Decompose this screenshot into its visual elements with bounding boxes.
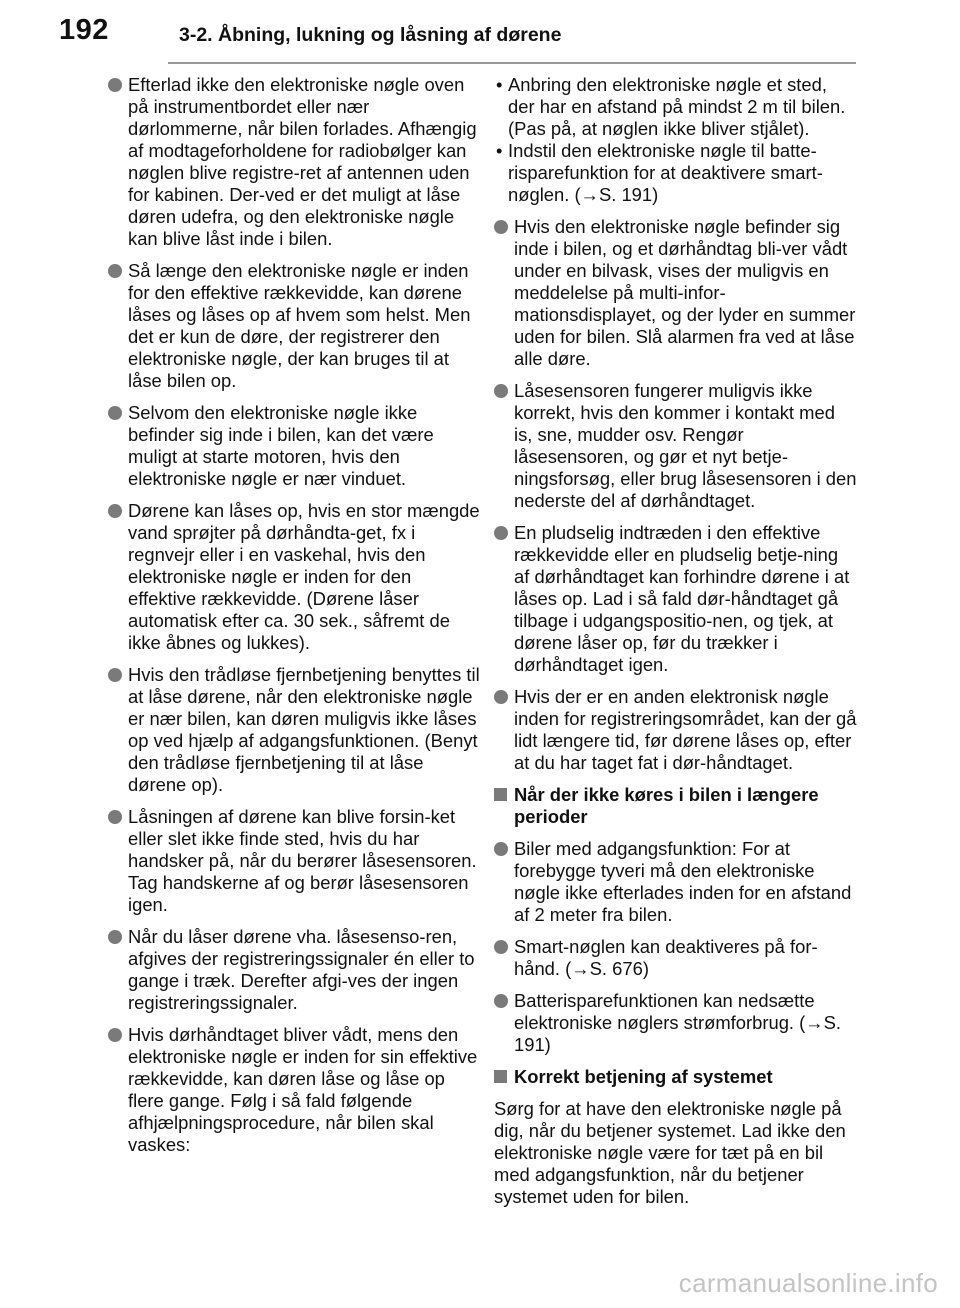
header-divider bbox=[168, 62, 856, 64]
watermark: carmanualsonline.info bbox=[678, 1268, 938, 1298]
bullet-icon bbox=[108, 264, 122, 278]
list-item bbox=[494, 990, 858, 1056]
list-item-text: Biler med adgangsfunktion: For at forebygge tyveri må den elektroniske nøgle ikke efterlades inden for en afstand af 2 meter fra bilen. bbox=[514, 838, 852, 925]
bullet-icon bbox=[494, 690, 508, 704]
list-item-text: Dørene kan låses op, hvis en stor mængde vand sprøjter på dørhåndta-get, fx i regnvejr eller i en vaskehal, hvis den elektroniske nøgle er inden for den effektive rækkevidde. (Dørene låser automatisk efter ca. 30 sek., såfremt de ikke åbnes og lukkes). bbox=[128, 500, 480, 653]
list-item bbox=[108, 500, 480, 654]
list-item-text: Når du låser dørene vha. låsesenso-ren, afgives der registreringssignaler én eller to gange i træk. Derefter afgi-ves der ingen registreringssignaler. bbox=[128, 926, 475, 1013]
list-item bbox=[494, 936, 858, 980]
list-item bbox=[108, 664, 480, 796]
dash-list-item bbox=[494, 74, 858, 140]
list-item bbox=[108, 74, 480, 250]
square-bullet-icon bbox=[494, 1070, 507, 1083]
list-item-text: Hvis dørhåndtaget bliver vådt, mens den elektroniske nøgle er inden for sin effektive rækkevidde, kan døren låse og låse op flere gange. Følg i så fald følgende afhjælpningsprocedure, når bilen skal vaskes: bbox=[128, 1024, 478, 1155]
page-header bbox=[0, 0, 960, 72]
bullet-icon bbox=[494, 220, 508, 234]
list-item bbox=[108, 806, 480, 916]
section-heading-text: Korrekt betjening af systemet bbox=[514, 1066, 773, 1087]
dash-item-text: Indstil den elektroniske nøgle til batte-risparefunktion for at deaktivere smart-nøglen. (→S. 191) bbox=[508, 140, 823, 205]
list-item-text: Låsesensoren fungerer muligvis ikke korrekt, hvis den kommer i kontakt med is, sne, mudder osv. Rengør låsesensoren, og gør et nyt betje-ningsforsøg, eller brug låsesensoren i den nederste del af dørhåndtaget. bbox=[514, 380, 857, 511]
bullet-icon bbox=[494, 994, 508, 1008]
dash-bullet-icon: • bbox=[496, 140, 503, 161]
square-bullet-icon bbox=[494, 788, 507, 801]
list-item bbox=[108, 926, 480, 1014]
list-item-text: En pludselig indtræden i den effektive rækkevidde eller en pludselig betje-ning af dørhåndtaget kan forhindre dørene i at låses op. Lad i så fald dør-håndtaget gå tilbage i udgangspositio-nen, og tjek, at dørene låser op, før du trækker i dørhåndtaget igen. bbox=[514, 522, 850, 675]
section-heading bbox=[494, 784, 858, 828]
left-column bbox=[108, 74, 480, 1166]
body-paragraph: Sørg for at have den elektroniske nøgle på dig, når du betjener systemet. Lad ikke den elektroniske nøgle være for tæt på en bil med adgangsfunktion, når du betjener systemet uden for bilen. bbox=[494, 1098, 846, 1207]
bullet-icon bbox=[108, 1028, 122, 1042]
dash-bullet-icon: • bbox=[496, 74, 503, 95]
section-heading bbox=[494, 1066, 858, 1088]
list-item-text: Efterlad ikke den elektroniske nøgle oven på instrumentbordet eller nær dørlommerne, når bilen forlades. Afhængig af modtageforholdene for radiobølger kan nøglen blive registre-ret af antennen uden for kabinen. Der-ved er det muligt at låse døren udefra, og den elektroniske nøgle kan blive låst inde i bilen. bbox=[128, 74, 477, 249]
section-heading-text: Når der ikke køres i bilen i længere perioder bbox=[514, 784, 819, 827]
bullet-icon bbox=[108, 810, 122, 824]
dash-list-item bbox=[494, 140, 858, 206]
bullet-icon bbox=[108, 504, 122, 518]
bullet-icon bbox=[108, 406, 122, 420]
bullet-icon bbox=[108, 930, 122, 944]
list-item-text: Hvis den trådløse fjernbetjening benyttes til at låse dørene, når den elektroniske nøgle er nær bilen, kan døren muligvis ikke låses op ved hjælp af adgangsfunktionen. (Benyt den trådløse fjernbetjening til at låse dørene op). bbox=[128, 664, 480, 795]
page-number: 192 bbox=[59, 14, 109, 46]
list-item bbox=[108, 1024, 480, 1156]
list-item bbox=[494, 380, 858, 512]
list-item-text: Batterisparefunktionen kan nedsætte elektroniske nøglers strømforbrug. (→S. 191) bbox=[514, 990, 842, 1055]
list-item-text: Låsningen af dørene kan blive forsin-ket eller slet ikke finde sted, hvis du har handsker på, når du berører låsesensoren. Tag handskerne af og berør låsesensoren igen. bbox=[128, 806, 477, 915]
list-item bbox=[108, 402, 480, 490]
list-item bbox=[108, 260, 480, 392]
bullet-icon bbox=[108, 668, 122, 682]
list-item bbox=[494, 216, 858, 370]
list-item-text: Selvom den elektroniske nøgle ikke befinder sig inde i bilen, kan det være muligt at starte motoren, hvis den elektroniske nøgle er nær vinduet. bbox=[128, 402, 434, 489]
list-item bbox=[494, 686, 858, 774]
right-column bbox=[494, 74, 858, 1208]
list-item-text: Smart-nøglen kan deaktiveres på for-hånd. (→S. 676) bbox=[514, 936, 818, 979]
dash-item-text: Anbring den elektroniske nøgle et sted, der har en afstand på mindst 2 m til bilen. (Pas på, at nøglen ikke bliver stjålet). bbox=[508, 74, 846, 139]
list-item bbox=[494, 522, 858, 676]
bullet-icon bbox=[494, 526, 508, 540]
list-item-text: Så længe den elektroniske nøgle er inden for den effektive rækkevidde, kan dørene låses og låses op af hvem som helst. Men det er kun de døre, der registrerer den elektroniske nøgle, der kan bruges til at låse bilen op. bbox=[128, 260, 471, 391]
list-item-text: Hvis der er en anden elektronisk nøgle inden for registreringsområdet, kan der gå lidt længere tid, før dørene låses op, efter at du har taget fat i dør-håndtaget. bbox=[514, 686, 857, 773]
bullet-icon bbox=[494, 940, 508, 954]
bullet-icon bbox=[494, 384, 508, 398]
list-item bbox=[494, 838, 858, 926]
bullet-icon bbox=[108, 78, 122, 92]
section-title: 3-2. Åbning, lukning og låsning af dørene bbox=[179, 24, 562, 46]
list-item-text: Hvis den elektroniske nøgle befinder sig inde i bilen, og et dørhåndtag bli-ver vådt under en bilvask, vises der muligvis en meddelelse på multi-infor-mationsdisplayet, og der lyder en summer uden for bilen. Slå alarmen fra ved at låse alle døre. bbox=[514, 216, 856, 369]
bullet-icon bbox=[494, 842, 508, 856]
